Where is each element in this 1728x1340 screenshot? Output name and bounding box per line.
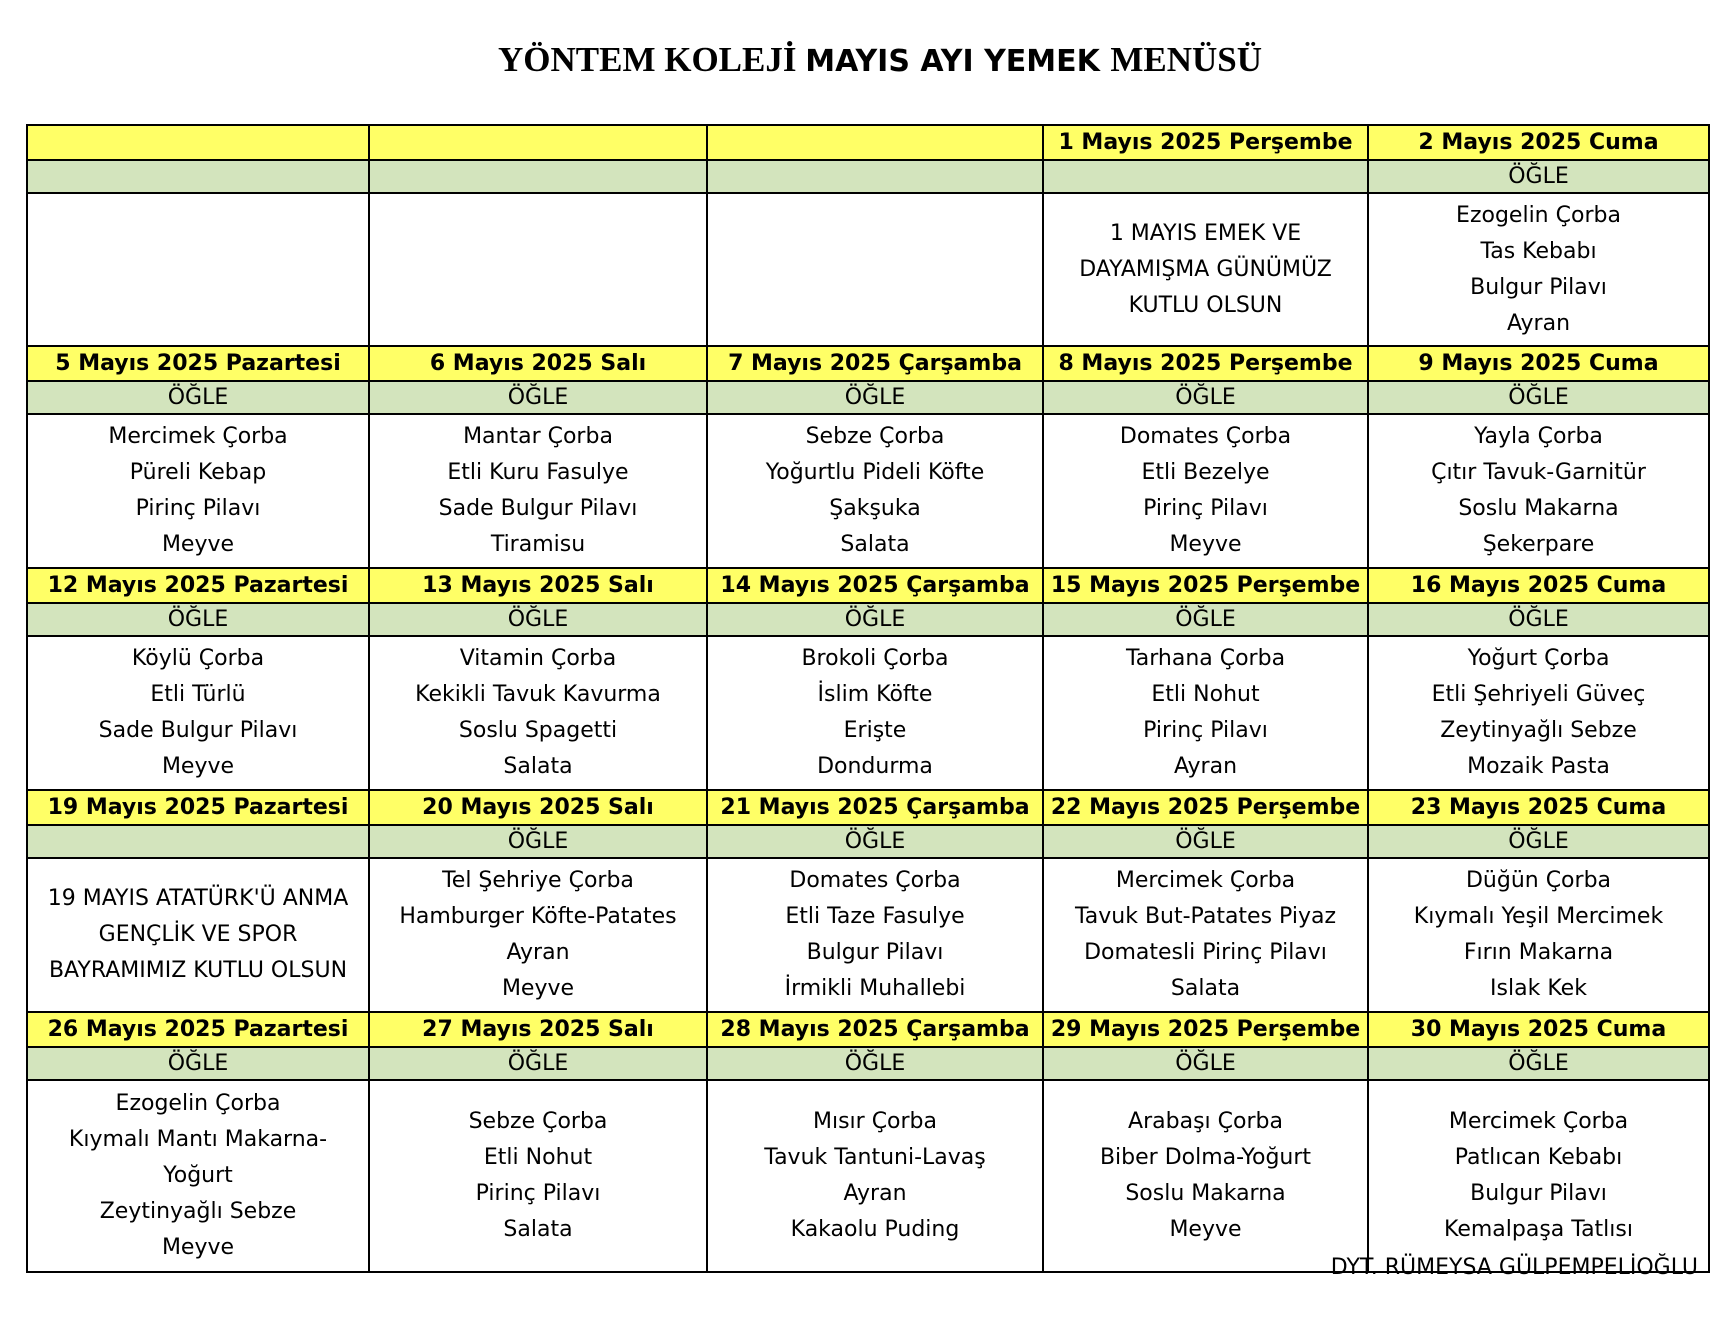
menu-item: Pirinç Pilavı bbox=[1143, 496, 1268, 521]
menu-item: Pirinç Pilavı bbox=[1143, 718, 1268, 743]
menu-item: Soslu Spagetti bbox=[458, 718, 618, 743]
day-menu-cell bbox=[1368, 636, 1709, 790]
food-row bbox=[27, 858, 1709, 1012]
menu-item: Kekikli Tavuk Kavurma bbox=[415, 682, 661, 707]
menu-item: Etli Nohut bbox=[483, 1145, 593, 1170]
day-menu-cell bbox=[1368, 1080, 1709, 1272]
menu-item: Püreli Kebap bbox=[129, 460, 267, 485]
day-menu-cell bbox=[1043, 414, 1368, 568]
menu-item: Tavuk But-Patates Piyaz bbox=[1074, 904, 1336, 929]
menu-item: Tarhana Çorba bbox=[1125, 646, 1286, 671]
holiday-note: 19 MAYIS ATATÜRK'Ü ANMA GENÇLİK VE SPOR BAYRAMIMIZ KUTLU OLSUN bbox=[47, 886, 349, 983]
day-date-cell bbox=[27, 125, 369, 160]
meal-label-cell: ÖĞLE bbox=[1368, 381, 1709, 414]
menu-item: Pirinç Pilavı bbox=[475, 1181, 601, 1206]
date-row bbox=[27, 790, 1709, 825]
menu-item: Bulgur Pilavı bbox=[1470, 274, 1607, 300]
day-menu-cell bbox=[1043, 636, 1368, 790]
menu-item: Kıymalı Yeşil Mercimek bbox=[1413, 904, 1664, 929]
food-row bbox=[27, 636, 1709, 790]
meal-label-cell: ÖĞLE bbox=[707, 1047, 1043, 1080]
day-date-cell: 20 Mayıs 2025 Salı bbox=[369, 790, 707, 825]
menu-item: Sade Bulgur Pilavı bbox=[438, 496, 638, 521]
menu-item: Mozaik Pasta bbox=[1467, 754, 1610, 779]
menu-item: İslim Köfte bbox=[817, 682, 933, 707]
date-row bbox=[27, 346, 1709, 381]
meal-label-cell: ÖĞLE bbox=[1368, 825, 1709, 858]
day-menu-cell bbox=[369, 414, 707, 568]
menu-item: Etli Kuru Fasulye bbox=[447, 460, 629, 485]
menu-item: Zeytinyağlı Sebze bbox=[99, 1199, 297, 1224]
day-menu-cell bbox=[707, 858, 1043, 1012]
menu-item: Yoğurtlu Pideli Köfte bbox=[765, 460, 985, 485]
meal-label-cell: ÖĞLE bbox=[369, 825, 707, 858]
menu-item: Salata bbox=[503, 1217, 573, 1242]
day-menu-cell bbox=[369, 636, 707, 790]
menu-item: Hamburger Köfte-Patates bbox=[399, 904, 677, 929]
day-menu-cell bbox=[1043, 858, 1368, 1012]
dietitian-signature: DYT. RÜMEYSA GÜLPEMPELİOĞLU bbox=[1330, 1255, 1698, 1280]
menu-item: Meyve bbox=[161, 532, 235, 557]
day-date-cell: 12 Mayıs 2025 Pazartesi bbox=[27, 568, 369, 603]
meal-row bbox=[27, 603, 1709, 636]
meal-label-cell: ÖĞLE bbox=[1368, 160, 1709, 193]
menu-item: Mısır Çorba bbox=[812, 1109, 938, 1134]
day-date-cell: 7 Mayıs 2025 Çarşamba bbox=[707, 346, 1043, 381]
meal-label-cell bbox=[369, 160, 707, 193]
day-menu-cell bbox=[27, 1080, 369, 1272]
menu-item: Salata bbox=[840, 532, 910, 557]
holiday-note: 1 MAYIS EMEK VE DAYAMIŞMA GÜNÜMÜZ KUTLU OLSUN bbox=[1079, 220, 1332, 318]
day-date-cell: 27 Mayıs 2025 Salı bbox=[369, 1012, 707, 1047]
menu-item: Soslu Makarna bbox=[1125, 1181, 1286, 1206]
menu-item: İrmikli Muhallebi bbox=[784, 976, 966, 1001]
meal-label-cell: ÖĞLE bbox=[1043, 825, 1368, 858]
food-row bbox=[27, 1080, 1709, 1272]
day-menu-cell bbox=[707, 636, 1043, 790]
menu-item: Tel Şehriye Çorba bbox=[442, 868, 634, 893]
meal-row bbox=[27, 381, 1709, 414]
meal-label-cell: ÖĞLE bbox=[707, 381, 1043, 414]
day-date-cell: 9 Mayıs 2025 Cuma bbox=[1368, 346, 1709, 381]
day-menu-cell bbox=[369, 193, 707, 346]
day-date-cell: 6 Mayıs 2025 Salı bbox=[369, 346, 707, 381]
menu-item: Tavuk Tantuni-Lavaş bbox=[764, 1145, 986, 1170]
day-menu-cell bbox=[1368, 858, 1709, 1012]
menu-item: Düğün Çorba bbox=[1465, 868, 1612, 893]
meal-label-cell: ÖĞLE bbox=[1368, 603, 1709, 636]
menu-item: Etli Nohut bbox=[1151, 682, 1260, 707]
menu-item: Kakaolu Puding bbox=[790, 1217, 960, 1242]
menu-item: Çıtır Tavuk-Garnitür bbox=[1431, 460, 1646, 485]
day-menu-cell bbox=[1043, 193, 1368, 346]
page-title bbox=[0, 40, 1728, 80]
title-school: YÖNTEM KOLEJİ bbox=[497, 40, 806, 79]
menu-item: Brokoli Çorba bbox=[801, 646, 949, 671]
meal-row bbox=[27, 1047, 1709, 1080]
day-date-cell: 29 Mayıs 2025 Perşembe bbox=[1043, 1012, 1368, 1047]
meal-label-cell: ÖĞLE bbox=[369, 603, 707, 636]
menu-item: Domatesli Pirinç Pilavı bbox=[1084, 940, 1327, 965]
day-date-cell: 26 Mayıs 2025 Pazartesi bbox=[27, 1012, 369, 1047]
menu-item: Kemalpaşa Tatlısı bbox=[1444, 1217, 1633, 1242]
menu-item: Islak Kek bbox=[1490, 976, 1587, 1001]
menu-item: Şakşuka bbox=[829, 496, 921, 521]
day-menu-cell bbox=[369, 1080, 707, 1272]
day-menu-cell bbox=[27, 858, 369, 1012]
menu-item: Vitamin Çorba bbox=[459, 646, 617, 671]
menu-item: Yoğurt Çorba bbox=[1467, 646, 1610, 671]
menu-item: Şekerpare bbox=[1482, 532, 1595, 557]
meal-row bbox=[27, 160, 1709, 193]
date-row bbox=[27, 1012, 1709, 1047]
menu-item: Sebze Çorba bbox=[805, 424, 945, 449]
meal-row bbox=[27, 825, 1709, 858]
menu-item: Erişte bbox=[843, 718, 907, 743]
menu-table bbox=[26, 124, 1710, 1273]
menu-item: Ayran bbox=[843, 1181, 907, 1206]
day-menu-cell bbox=[707, 193, 1043, 346]
menu-item: Bulgur Pilavı bbox=[1470, 1181, 1607, 1206]
menu-item: Ayran bbox=[1173, 754, 1238, 779]
menu-item: Dondurma bbox=[817, 754, 933, 779]
day-date-cell: 15 Mayıs 2025 Perşembe bbox=[1043, 568, 1368, 603]
meal-label-cell: ÖĞLE bbox=[369, 381, 707, 414]
meal-label-cell bbox=[707, 160, 1043, 193]
menu-item: Domates Çorba bbox=[789, 868, 961, 893]
menu-item: Sebze Çorba bbox=[468, 1109, 608, 1134]
menu-item: Mercimek Çorba bbox=[1448, 1109, 1629, 1134]
day-date-cell: 22 Mayıs 2025 Perşembe bbox=[1043, 790, 1368, 825]
day-date-cell: 21 Mayıs 2025 Çarşamba bbox=[707, 790, 1043, 825]
day-menu-cell bbox=[27, 414, 369, 568]
menu-item: Mantar Çorba bbox=[463, 424, 613, 449]
day-date-cell: 28 Mayıs 2025 Çarşamba bbox=[707, 1012, 1043, 1047]
menu-item: Ayran bbox=[506, 940, 570, 965]
menu-item: Meyve bbox=[161, 754, 235, 779]
menu-item: Meyve bbox=[1169, 1217, 1242, 1242]
menu-item: Tas Kebabı bbox=[1480, 238, 1597, 264]
menu-item: Ayran bbox=[1506, 310, 1571, 336]
title-menu: MENÜSÜ bbox=[1110, 40, 1263, 79]
meal-label-cell: ÖĞLE bbox=[1368, 1047, 1709, 1080]
meal-label-cell: ÖĞLE bbox=[27, 603, 369, 636]
menu-item: Mercimek Çorba bbox=[1115, 868, 1296, 893]
day-date-cell: 5 Mayıs 2025 Pazartesi bbox=[27, 346, 369, 381]
day-date-cell: 14 Mayıs 2025 Çarşamba bbox=[707, 568, 1043, 603]
menu-item: Ezogelin Çorba bbox=[115, 1091, 281, 1116]
menu-item: Meyve bbox=[501, 976, 575, 1001]
meal-label-cell: ÖĞLE bbox=[27, 381, 369, 414]
menu-item: Yoğurt bbox=[163, 1163, 233, 1188]
day-menu-cell bbox=[707, 414, 1043, 568]
menu-item: Domates Çorba bbox=[1119, 424, 1292, 449]
menu-item: Soslu Makarna bbox=[1458, 496, 1619, 521]
day-date-cell: 2 Mayıs 2025 Cuma bbox=[1368, 125, 1709, 160]
day-menu-cell bbox=[1368, 414, 1709, 568]
menu-item: Salata bbox=[1170, 976, 1241, 1001]
menu-item: Bulgur Pilavı bbox=[806, 940, 944, 965]
menu-item: Etli Şehriyeli Güveç bbox=[1431, 682, 1646, 707]
meal-label-cell: ÖĞLE bbox=[707, 603, 1043, 636]
day-menu-cell bbox=[707, 1080, 1043, 1272]
menu-item: Kıymalı Mantı Makarna- bbox=[68, 1127, 328, 1152]
menu-item: Etli Taze Fasulye bbox=[785, 904, 965, 929]
meal-label-cell: ÖĞLE bbox=[1043, 381, 1368, 414]
menu-item: Zeytinyağlı Sebze bbox=[1440, 718, 1637, 743]
meal-label-cell bbox=[27, 160, 369, 193]
date-row bbox=[27, 568, 1709, 603]
day-menu-cell bbox=[27, 193, 369, 346]
menu-item: Etli Türlü bbox=[150, 682, 246, 707]
menu-item: Meyve bbox=[1169, 532, 1242, 557]
menu-item: Etli Bezelye bbox=[1141, 460, 1270, 485]
food-row bbox=[27, 193, 1709, 346]
day-date-cell: 23 Mayıs 2025 Cuma bbox=[1368, 790, 1709, 825]
meal-label-cell: ÖĞLE bbox=[369, 1047, 707, 1080]
meal-label-cell: ÖĞLE bbox=[1043, 1047, 1368, 1080]
menu-item: Biber Dolma-Yoğurt bbox=[1099, 1145, 1312, 1170]
menu-body bbox=[27, 125, 1709, 1272]
title-month: MAYIS AYI YEMEK bbox=[805, 44, 1111, 79]
day-menu-cell bbox=[1368, 193, 1709, 346]
day-date-cell: 13 Mayıs 2025 Salı bbox=[369, 568, 707, 603]
meal-label-cell: ÖĞLE bbox=[707, 825, 1043, 858]
menu-item: Sade Bulgur Pilavı bbox=[98, 718, 298, 743]
day-date-cell bbox=[707, 125, 1043, 160]
menu-item: Köylü Çorba bbox=[131, 646, 265, 671]
day-date-cell: 19 Mayıs 2025 Pazartesi bbox=[27, 790, 369, 825]
menu-item: Salata bbox=[503, 754, 573, 779]
day-date-cell: 30 Mayıs 2025 Cuma bbox=[1368, 1012, 1709, 1047]
day-date-cell: 1 Mayıs 2025 Perşembe bbox=[1043, 125, 1368, 160]
menu-item: Mercimek Çorba bbox=[108, 424, 288, 449]
meal-label-cell bbox=[1043, 160, 1368, 193]
day-date-cell bbox=[369, 125, 707, 160]
food-row bbox=[27, 414, 1709, 568]
menu-item: Meyve bbox=[161, 1235, 235, 1260]
menu-item: Fırın Makarna bbox=[1463, 940, 1614, 965]
menu-item: Tiramisu bbox=[490, 532, 586, 557]
day-menu-cell bbox=[1043, 1080, 1368, 1272]
menu-item: Arabaşı Çorba bbox=[1128, 1109, 1283, 1134]
menu-item: Yayla Çorba bbox=[1474, 424, 1603, 449]
day-menu-cell bbox=[369, 858, 707, 1012]
day-menu-cell bbox=[27, 636, 369, 790]
meal-label-cell: ÖĞLE bbox=[27, 1047, 369, 1080]
date-row bbox=[27, 125, 1709, 160]
menu-item: Pirinç Pilavı bbox=[135, 496, 261, 521]
meal-label-cell: ÖĞLE bbox=[1043, 603, 1368, 636]
day-date-cell: 16 Mayıs 2025 Cuma bbox=[1368, 568, 1709, 603]
menu-item: Patlıcan Kebabı bbox=[1454, 1145, 1623, 1170]
day-date-cell: 8 Mayıs 2025 Perşembe bbox=[1043, 346, 1368, 381]
meal-label-cell bbox=[27, 825, 369, 858]
menu-item: Ezogelin Çorba bbox=[1456, 202, 1621, 228]
